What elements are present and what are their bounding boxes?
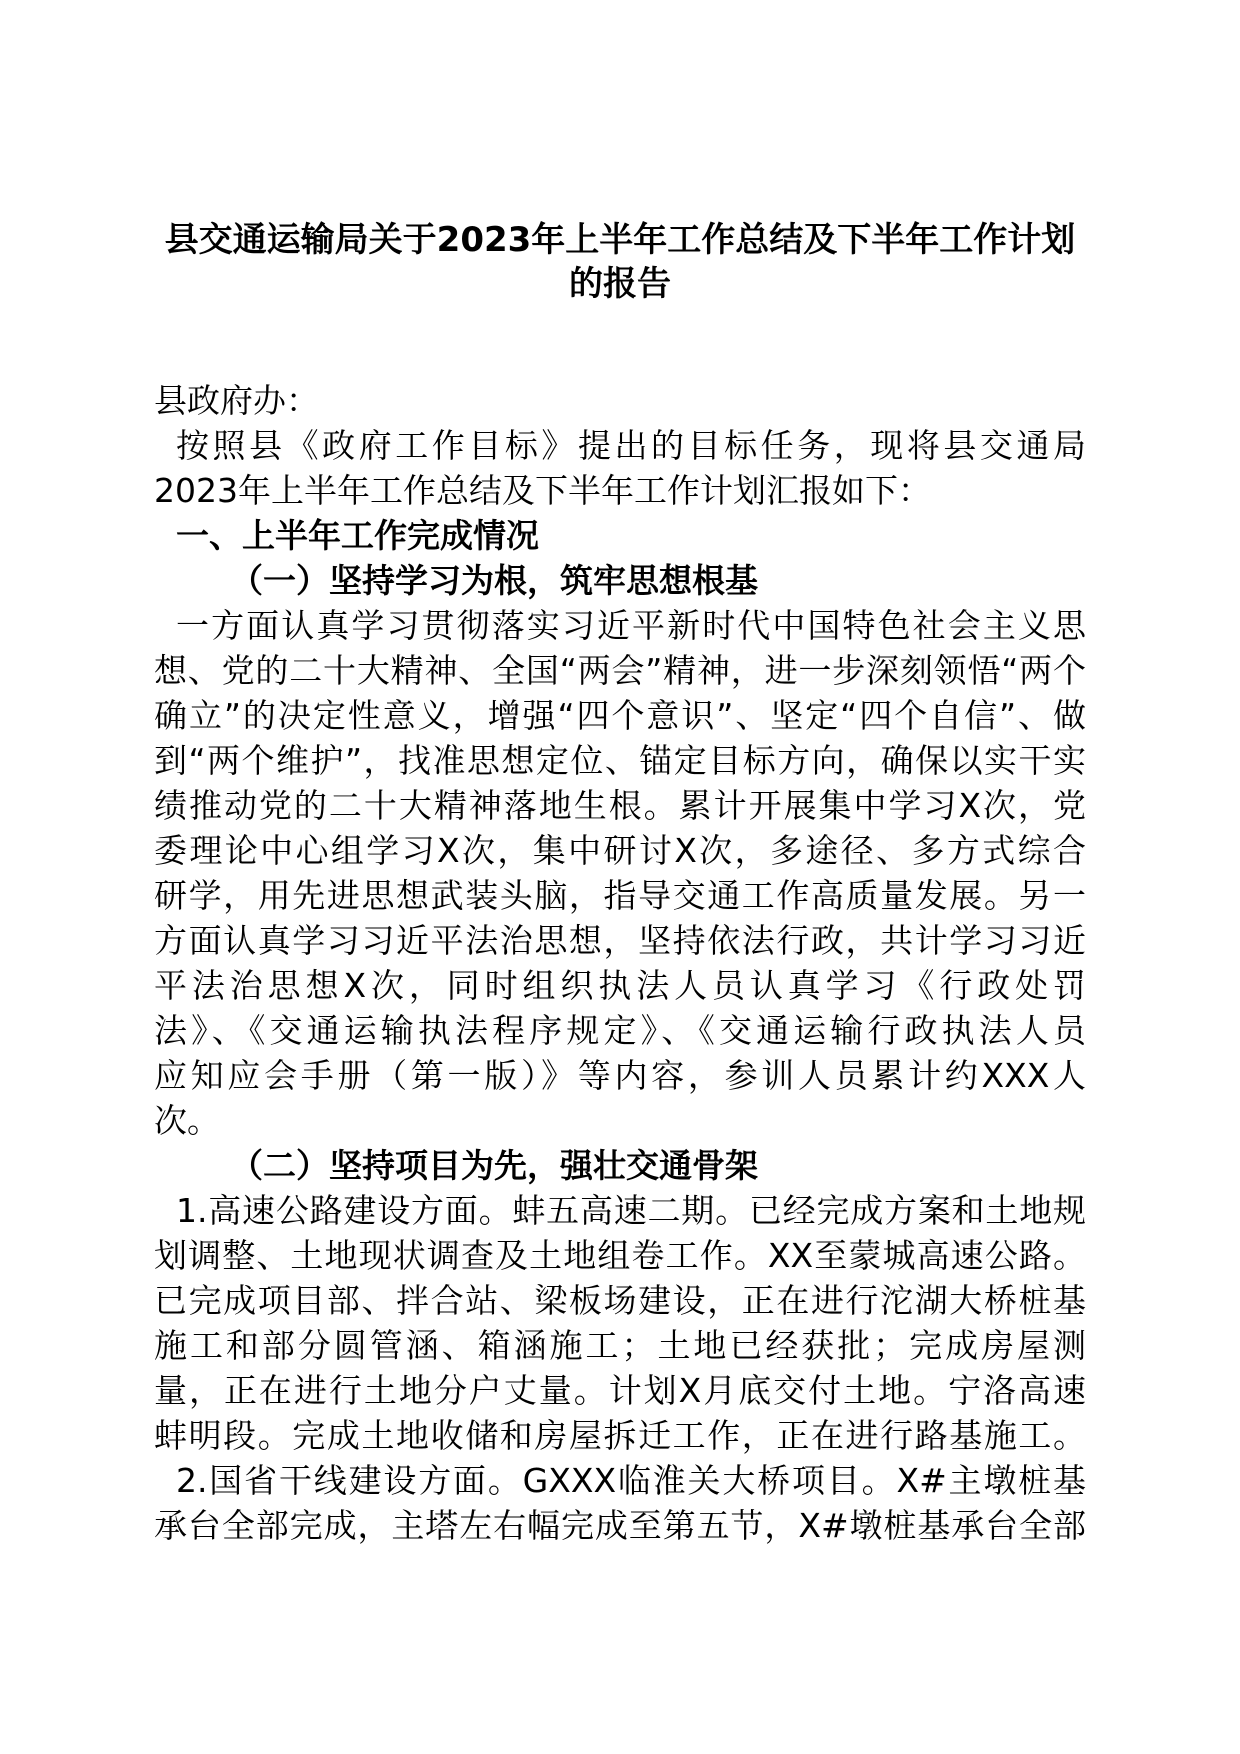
document-title-line-2: 的报告 — [569, 264, 671, 304]
paragraph-line: 一方面认真学习贯彻落实习近平新时代中国特色社会主义思 — [176, 606, 1086, 645]
subsection-heading: （二）坚持项目为先，强壮交通骨架 — [230, 1146, 758, 1185]
paragraph-line: 法》、《交通运输执法程序规定》、《交通运输行政执法人员 — [154, 1011, 1086, 1050]
paragraph-line: 平法治思想X次，同时组织执法人员认真学习《行政处罚 — [154, 966, 1086, 1005]
paragraph-line: 2.国省干线建设方面。GXXX临淮关大桥项目。X#主墩桩基 — [176, 1461, 1086, 1500]
paragraph-line: 方面认真学习习近平法治思想，坚持依法行政，共计学习习近 — [154, 921, 1086, 960]
document-title-line-1: 县交通运输局关于2023年上半年工作总结及下半年工作计划 — [164, 220, 1076, 260]
paragraph-line: 量，正在进行土地分户丈量。计划X月底交付土地。宁洛高速 — [154, 1371, 1086, 1410]
paragraph-line: 施工和部分圆管涵、箱涵施工；土地已经获批；完成房屋测 — [154, 1326, 1086, 1365]
paragraph-line: 已完成项目部、拌合站、梁板场建设，正在进行沱湖大桥桩基 — [154, 1281, 1086, 1320]
subsection-heading: （一）坚持学习为根，筑牢思想根基 — [230, 561, 758, 600]
paragraph-line: 2023年上半年工作总结及下半年工作计划汇报如下： — [154, 471, 931, 510]
paragraph-line: 承台全部完成，主塔左右幅完成至第五节，X#墩桩基承台全部 — [154, 1506, 1086, 1545]
section-heading: 一、上半年工作完成情况 — [176, 516, 539, 555]
paragraph-line: 划调整、土地现状调查及土地组卷工作。XX至蒙城高速公路。 — [154, 1236, 1086, 1275]
paragraph-line: 绩推动党的二十大精神落地生根。累计开展集中学习X次，党 — [154, 786, 1086, 825]
paragraph-line: 研学，用先进思想武装头脑，指导交通工作高质量发展。另一 — [154, 876, 1086, 915]
paragraph-line: 应知应会手册（第一版）》等内容，参训人员累计约XXX人 — [154, 1056, 1086, 1095]
paragraph-line: 委理论中心组学习X次，集中研讨X次，多途径、多方式综合 — [154, 831, 1086, 870]
paragraph-line: 到“两个维护”，找准思想定位、锚定目标方向，确保以实干实 — [154, 741, 1086, 780]
paragraph-line: 按照县《政府工作目标》提出的目标任务，现将县交通局 — [176, 426, 1086, 465]
paragraph-line: 确立”的决定性意义，增强“四个意识”、坚定“四个自信”、做 — [154, 696, 1086, 735]
paragraph-line: 1.高速公路建设方面。蚌五高速二期。已经完成方案和土地规 — [176, 1191, 1086, 1230]
paragraph-line: 蚌明段。完成土地收储和房屋拆迁工作，正在进行路基施工。 — [154, 1416, 1086, 1455]
salutation: 县政府办： — [154, 381, 319, 420]
paragraph-line: 次。 — [154, 1101, 220, 1140]
paragraph-line: 想、党的二十大精神、全国“两会”精神，进一步深刻领悟“两个 — [154, 651, 1086, 690]
document-body — [154, 378, 1086, 1548]
